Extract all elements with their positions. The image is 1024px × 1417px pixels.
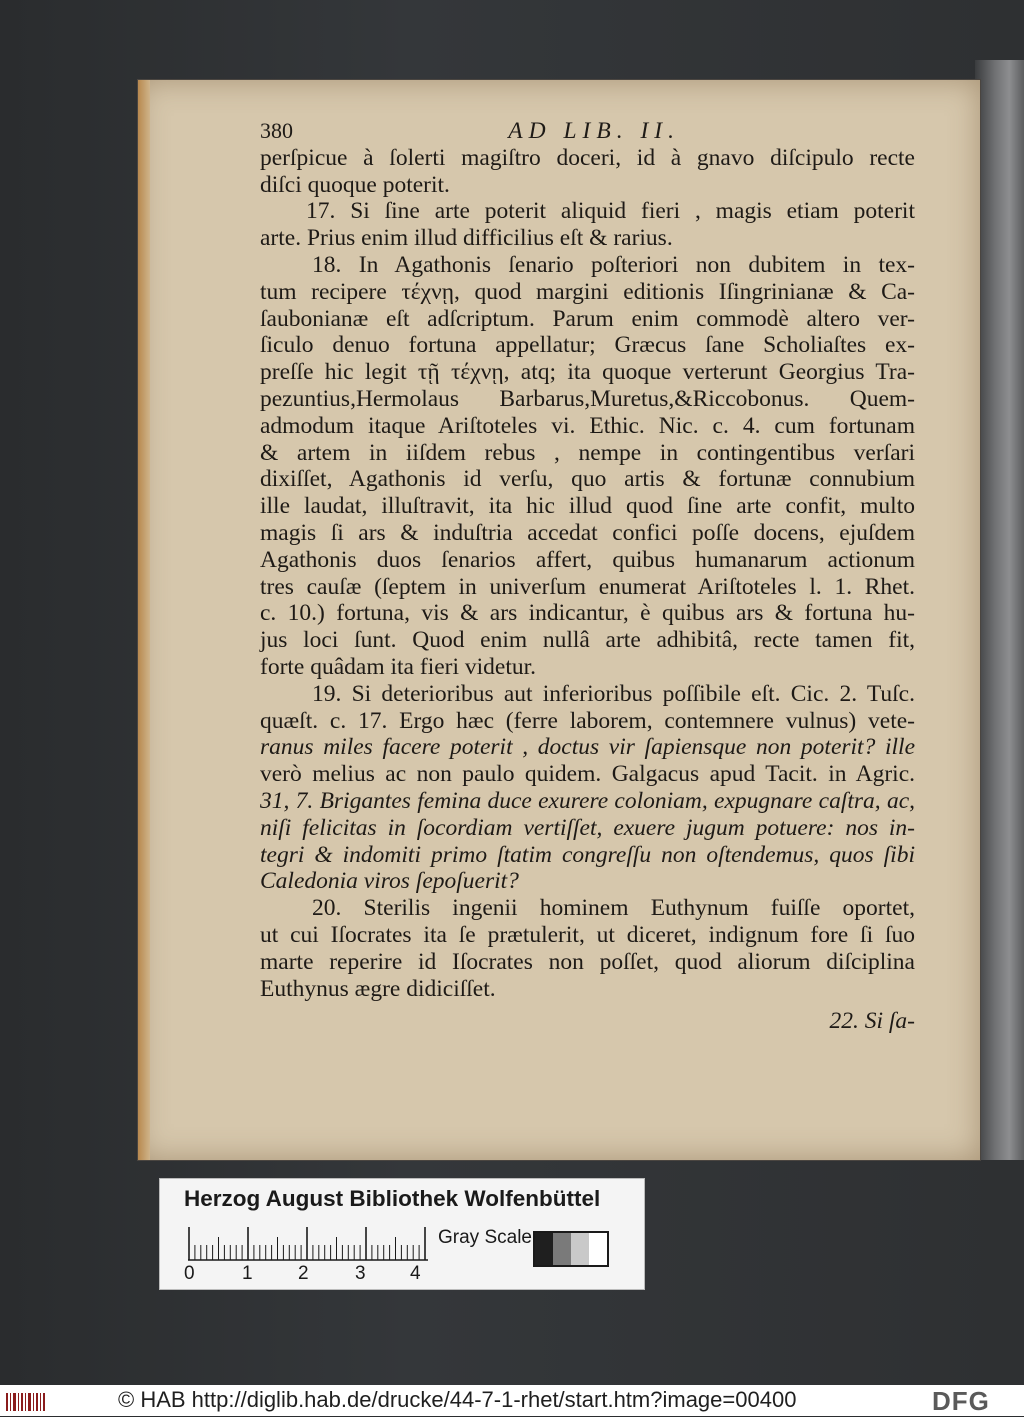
ruler-number: 4 (410, 1263, 421, 1284)
adjacent-page-edge (975, 60, 1024, 1160)
text-line: magis ſi ars & induſtria accedat confici poſſe docens, ejuſdem (260, 519, 915, 546)
gray-scale-swatches (533, 1231, 609, 1267)
ruler-number: 2 (298, 1263, 309, 1284)
text-line: diſci quoque poterit. (260, 171, 450, 198)
page-text (260, 118, 915, 1035)
swatch (553, 1233, 571, 1265)
text-line: 18. In Agathonis ſenario poſteriori non dubitem in tex- (312, 251, 915, 278)
page-header (260, 118, 900, 145)
text-line: 19. Si deterioribus aut inferioribus poſſibile eſt. Cic. 2. Tuſc. (312, 680, 915, 707)
text-line: niſi felicitas in ſocordiam vertiſſet, exuere jugum potuere: nos in- (260, 814, 915, 841)
swatch (571, 1233, 589, 1265)
text-line: marte reperire id Iſocrates non poſſet, quod aliorum diſciplina (260, 948, 915, 975)
running-head: AD LIB. II. (508, 118, 680, 144)
text-line: tegri & indomiti primo ſtatim congreſſu non oſtendemus, quos ſibi (260, 841, 915, 868)
text-line: Euthynus ægre didiciſſet. (260, 975, 496, 1002)
text-line: & artem in iiſdem rebus , nempe in contingentibus verſari (260, 439, 915, 466)
dfg-logo: DFG (932, 1386, 990, 1416)
swatch (535, 1233, 553, 1265)
book-page (138, 80, 980, 1160)
text-line: ille laudat, illuſtravit, ita hic illud quod ſine arte confit, multo (260, 493, 915, 520)
copyright-url[interactable]: © HAB http://diglib.hab.de/drucke/44-7-1-rhet/start.htm?image=00400 (118, 1387, 797, 1412)
text-line: 31, 7. Brigantes femina duce exurere coloniam, expugnare caſtra, ac, (260, 787, 915, 814)
text-line: ſiculo denuo fortuna appellatur; Græcus ſane Scholiaſtes ex- (260, 332, 915, 359)
text-line: verò melius ac non paulo quidem. Galgacus apud Tacit. in Agric. (260, 761, 915, 788)
text-line: perſpicue à ſolerti magiſtro doceri, id à gnavo diſcipulo recte (260, 144, 915, 171)
text-line: 20. Sterilis ingenii hominem Euthynum fuiſſe oportet, (312, 895, 915, 922)
text-line: ut cui Iſocrates ita ſe prætulerit, ut diceret, indignum fore ſi ſuo (260, 921, 915, 948)
text-line: arte. Prius enim illud difficilius eſt & rarius. (260, 225, 673, 252)
text-line: ſaubonianæ eſt adſcriptum. Parum enim commodè altero ver- (260, 305, 915, 332)
text-line: forte quâdam ita fieri videtur. (260, 653, 537, 680)
catchword: 22. Si ſa- (829, 1008, 915, 1035)
swatch (589, 1233, 607, 1265)
ruler-number: 3 (355, 1263, 366, 1284)
text-line: preſſe hic legit τῇ τέχνῃ, atq; ita quoque verterunt Georgius Tra- (260, 359, 915, 386)
ruler-number: 0 (184, 1263, 195, 1284)
text-line: quæſt. c. 17. Ergo hæc (ferre laborem, contemnere vulnus) vete- (260, 707, 915, 734)
text-line: Caledonia viros ſepoſuerit? (260, 868, 519, 895)
page-number: 380 (260, 118, 293, 143)
text-line: 17. Si ſine arte poterit aliquid fieri , magis etiam poterit (306, 198, 915, 225)
text-line: tres cauſæ (ſeptem in univerſum enumerat Ariſtoteles l. 1. Rhet. (260, 573, 915, 600)
text-line: c. 10.) fortuna, vis & ars indicantur, è quibus ars & fortuna hu- (260, 600, 915, 627)
viewer-footer (0, 1385, 1024, 1416)
text-line: pezuntius,Hermolaus Barbarus,Muretus,&Riccobonus. Quem- (260, 385, 915, 412)
library-name: Herzog August Bibliothek Wolfenbüttel (184, 1186, 601, 1211)
scale-ruler (188, 1227, 434, 1261)
text-line: tum recipere τέχνῃ, quod margini editionis Iſingrinianæ & Ca- (260, 278, 915, 305)
text-line: ranus miles facere poterit , doctus vir ſapiensque non poterit? ille (260, 734, 915, 761)
ruler-number: 1 (242, 1263, 253, 1284)
ruler-ticks (188, 1227, 434, 1261)
gray-scale-label: Gray Scale (438, 1227, 532, 1248)
barcode-icon (6, 1391, 46, 1413)
text-line: jus loci ſunt. Quod enim nullâ arte adhibitâ, recte tamen fit, (260, 627, 915, 654)
text-line: Agathonis duos ſenarios affert, quibus humanarum actionum (260, 546, 915, 573)
text-line: admodum itaque Ariſtoteles vi. Ethic. Nic. c. 4. cum fortunam (260, 412, 915, 439)
text-line: dixiſſet, Agathonis id verſu, quo artis & fortunæ connubium (260, 466, 915, 493)
color-calibration-card (159, 1178, 645, 1290)
